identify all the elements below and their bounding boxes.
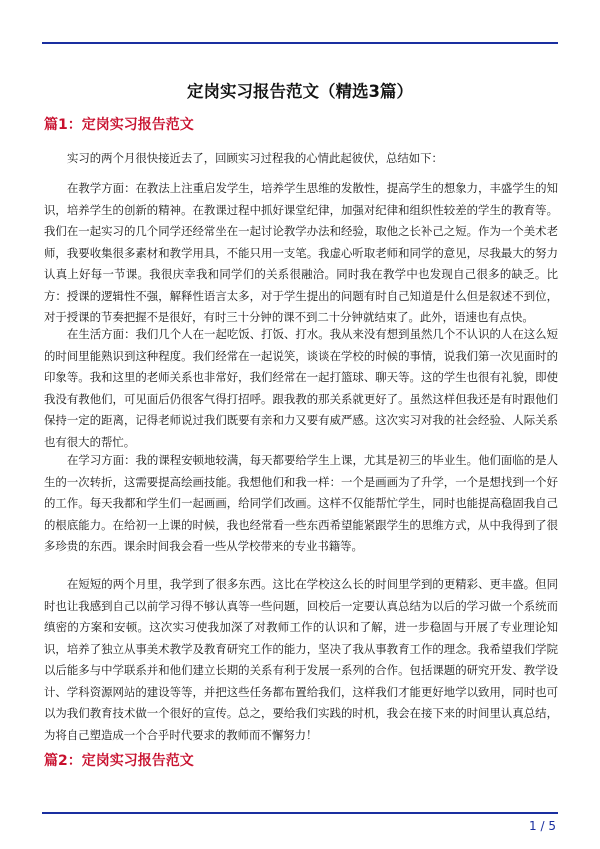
bottom-divider: [42, 812, 558, 814]
paragraph-text: 在短短的两个月里，我学到了很多东西。这比在学校这么长的时间里学到的更精彩、更丰盛。但同时也让我感到自己以前学习得不够认真等一些问题，回校后一定要认真总结为以后的学习做一个系统而缜密的方案和安顿。这次实习使我加深了对教师工作的认识和了解，进一步稳固与开展了专业理论知识，培养了独立从事美术教学及教育研究工作的能力，坚决了我从事教育工作的理念。我希望我们学院以后能多与中学联系并和他们建立长期的关系有利于发展一系列的合作。包括课题的研究开发、教学设计、学科资源网站的建设等等，并把这些任务都布置给我们，这样我们才能更好地学以致用，同时也可以为我们教育技术做一个很好的宣传。总之，要给我们实践的时机，我会在接下来的时间里认真总结，为将自己塑造成一个合乎时代要求的教师而不懈努力！: [44, 577, 558, 742]
paragraph-text: 在生活方面：我们几个人在一起吃饭、打饭、打水。我从来没有想到虽然几个不认识的人在这么短的时间里能熟识到这种程度。我们经常在一起说笑，谈谈在学校的时候的事情，说我们第一次见面时的印象等。我和这里的老师关系也非常好，我们经常在一起打篮球、聊天等。这的学生也很有礼貌，即使我没有教他们，可见面后仍很客气得打招呼。跟我教的那关系就更好了。虽然这样但我还是有时跟他们保持一定的距离，记得老师说过我们既要有亲和力又要有威严感。这次实习对我的社会经验、人际关系也有很大的帮忙。: [44, 327, 558, 449]
paragraph-text: 实习的两个月很快接近去了，回顾实习过程我的心情此起彼伏，总结如下：: [67, 151, 443, 165]
top-divider: [42, 42, 558, 44]
page-title: 定岗实习报告范文（精选3篇）: [187, 82, 413, 101]
section-heading-2: 篇2：定岗实习报告范文: [44, 753, 194, 769]
paragraph-text: 在学习方面：我的课程安顿地较满，每天都要给学生上课，尤其是初三的毕业生。他们面临的是人生的一次转折，这需要提高绘画技能。我想他们和我一样：一个是画画为了升学，一个是想找到一个好的工作。每天我都和学生们一起画画，给同学们改画。这样不仅能帮忙学生，同时也能提高稳固我自己的根底能力。在给初一上课的时候，我也经常看一些东西希望能紧跟学生的思维方式，从中我得到了很多珍贵的东西。课余时间我会看一些从学校带来的专业书籍等。: [44, 453, 558, 553]
page-number: 1 / 5: [529, 819, 556, 833]
paragraph-study: [44, 450, 558, 567]
section-heading-1: 篇1：定岗实习报告范文: [44, 117, 194, 133]
paragraph-text: 在教学方面：在教法上注重启发学生，培养学生思维的发散性，提高学生的想象力，丰盛学生的知识，培养学生的创新的精神。在教课过程中抓好课堂纪律，加强对纪律和组织性较差的学生的教育等。我们在一起实习的几个同学还经常坐在一起讨论教学办法和经验，取他之长补己之短。作为一个美术老师，我要收集很多素材和教学用具，不能只用一支笔。我虚心听取老师和同学的意见，尽我最大的努力认真上好每一节课。我很庆幸我和同学们的关系很融洽。同时我在教学中也发现自己很多的缺乏。比方：授课的逻辑性不强，解释性语言太多，对于学生提出的问题有时自己知道是什么但是叙述不到位，对于授课的节奏把握不是很好，有时三十分钟的课不到二十分钟就结束了。此外，语速也有点快。: [44, 181, 558, 324]
paragraph-summary: [44, 574, 558, 755]
paragraph-life: [44, 324, 558, 462]
paragraph-teaching: [44, 178, 558, 338]
paragraph-intro: [44, 148, 558, 179]
